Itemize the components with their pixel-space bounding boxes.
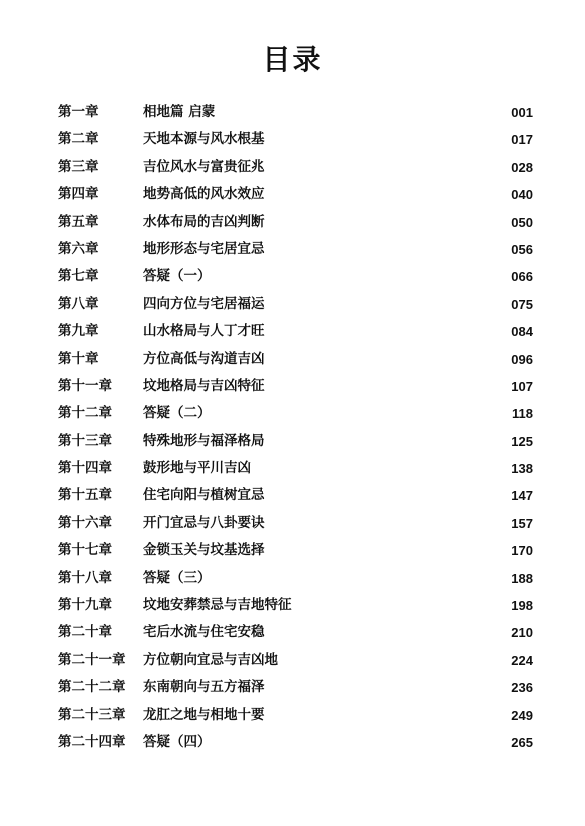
chapter-title: 地形形态与宅居宜忌 [143,240,265,257]
chapter-title: 答疑（四） [143,733,211,750]
toc-entry [0,400,585,427]
toc-entry [0,674,585,701]
chapter-number: 第十六章 [58,514,112,531]
chapter-title: 四向方位与宅居福运 [143,295,265,312]
chapter-page-number: 001 [511,105,533,120]
chapter-page-number: 224 [511,652,533,668]
toc-entry [0,346,585,373]
toc-entry [0,482,585,509]
toc-entry [0,236,585,263]
toc-entry [0,510,585,537]
toc-entry [0,428,585,455]
chapter-title: 特殊地形与福泽格局 [143,432,265,449]
chapter-page-number: 210 [511,625,533,641]
chapter-number: 第五章 [58,213,99,230]
chapter-title: 天地本源与风水根基 [143,131,265,148]
chapter-number: 第十九章 [58,597,112,614]
chapter-title: 吉位风水与富贵征兆 [143,158,265,175]
toc-entry [0,537,585,564]
chapter-number: 第二十一章 [58,651,126,668]
chapter-page-number: 028 [511,159,533,175]
chapter-page-number: 125 [511,433,533,449]
chapter-number: 第二十四章 [58,733,126,750]
toc-entry [0,99,585,126]
toc-entry [0,702,585,729]
chapter-title: 坟地安葬禁忌与吉地特征 [143,597,292,614]
chapter-page-number: 147 [511,488,533,504]
chapter-title: 答疑（一） [143,268,211,285]
chapter-page-number: 096 [511,351,533,367]
chapter-title: 龙肛之地与相地十要 [143,706,265,723]
chapter-number: 第二十二章 [58,679,126,696]
chapter-title: 相地篇 启蒙 [143,104,216,120]
page-title: 目录 [262,43,323,76]
chapter-title: 水体布局的吉凶判断 [143,213,265,230]
chapter-number: 第八章 [58,295,99,312]
toc-entry [0,154,585,181]
chapter-page-number: 066 [511,269,533,285]
toc-entry [0,318,585,345]
chapter-number: 第十五章 [58,487,112,504]
chapter-page-number: 075 [511,296,533,312]
toc-list [0,99,585,756]
chapter-number: 第二十三章 [58,706,126,723]
toc-entry [0,373,585,400]
chapter-number: 第三章 [58,158,99,175]
chapter-title: 答疑（二） [143,405,211,422]
chapter-number: 第十八章 [58,569,112,586]
chapter-number: 第十二章 [58,405,112,422]
chapter-title: 住宅向阳与植树宜忌 [143,487,265,504]
chapter-title: 坟地格局与吉凶特征 [143,377,265,394]
chapter-number: 第十章 [58,350,99,367]
chapter-page-number: 017 [511,132,533,148]
chapter-number: 第二章 [58,131,99,148]
chapter-number: 第十四章 [58,460,112,477]
chapter-page-number: 249 [511,707,533,723]
toc-entry [0,729,585,756]
chapter-page-number: 188 [511,570,533,586]
chapter-number: 第十一章 [58,377,112,394]
chapter-page-number: 040 [511,187,533,203]
chapter-title: 宅后水流与住宅安稳 [143,624,265,641]
chapter-title: 答疑（三） [143,569,211,586]
chapter-page-number: 157 [511,515,533,531]
chapter-title: 方位朝向宜忌与吉凶地 [143,651,278,668]
toc-entry [0,619,585,646]
toc-entry [0,565,585,592]
chapter-page-number: 118 [512,406,533,422]
chapter-number: 第二十章 [58,624,112,641]
chapter-title: 东南朝向与五方福泽 [143,679,265,696]
chapter-page-number: 170 [511,543,533,559]
chapter-title: 山水格局与人丁才旺 [143,323,265,340]
chapter-title: 地势高低的风水效应 [143,186,265,203]
chapter-number: 第四章 [58,186,99,203]
chapter-number: 第十三章 [58,432,112,449]
toc-entry [0,592,585,619]
chapter-page-number: 138 [511,461,533,477]
chapter-title: 开门宜忌与八卦要诀 [143,514,265,531]
chapter-page-number: 107 [511,378,533,394]
chapter-page-number: 236 [511,680,533,696]
chapter-number: 第十七章 [58,542,112,559]
chapter-number: 第六章 [58,240,99,257]
chapter-number: 第九章 [58,323,99,340]
chapter-title: 方位高低与沟道吉凶 [143,350,265,367]
chapter-page-number: 056 [511,241,533,257]
chapter-page-number: 050 [511,214,533,230]
toc-entry [0,209,585,236]
chapter-page-number: 265 [511,734,533,750]
toc-entry [0,181,585,208]
toc-entry [0,126,585,153]
chapter-page-number: 198 [511,598,533,614]
chapter-title: 鼓形地与平川吉凶 [143,460,251,477]
chapter-page-number: 084 [511,324,533,340]
toc-entry [0,647,585,674]
toc-entry [0,263,585,290]
toc-entry [0,455,585,482]
chapter-title: 金锁玉关与坟基选择 [143,542,265,559]
toc-entry [0,291,585,318]
chapter-number: 第七章 [58,268,99,285]
chapter-number: 第一章 [58,104,99,120]
